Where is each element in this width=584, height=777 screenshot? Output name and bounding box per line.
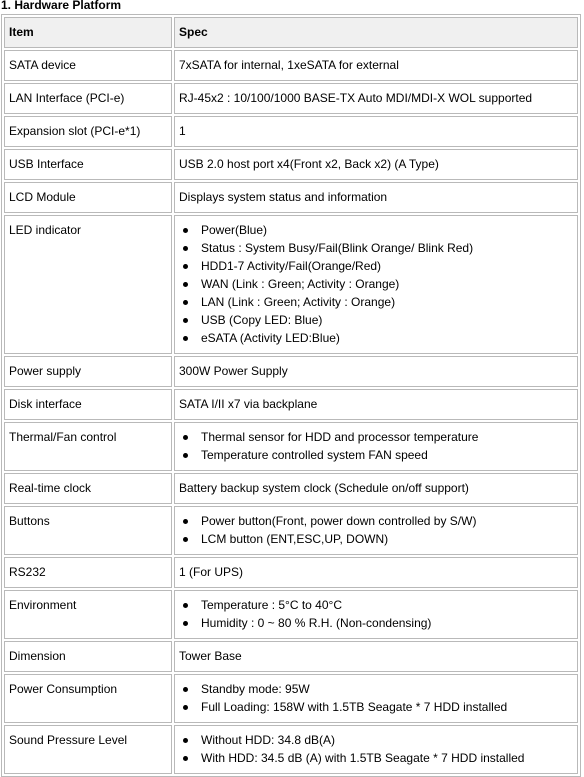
item-cell: USB Interface bbox=[4, 149, 172, 180]
item-cell: Expansion slot (PCI-e*1) bbox=[4, 116, 172, 147]
spec-cell: RJ-45x2 : 10/100/1000 BASE-TX Auto MDI/MDI-X WOL supported bbox=[174, 83, 578, 114]
spec-bullet-list bbox=[179, 512, 572, 548]
table-row bbox=[4, 50, 578, 81]
table-row bbox=[4, 473, 578, 504]
table-row bbox=[4, 557, 578, 588]
table-row bbox=[4, 389, 578, 420]
table-body bbox=[4, 50, 578, 774]
list-item: HDD1-7 Activity/Fail(Orange/Red) bbox=[179, 257, 572, 275]
spec-cell: 1 (For UPS) bbox=[174, 557, 578, 588]
list-item: Temperature : 5°C to 40°C bbox=[179, 596, 572, 614]
item-cell: LCD Module bbox=[4, 182, 172, 213]
list-item: WAN (Link : Green; Activity : Orange) bbox=[179, 275, 572, 293]
table-row bbox=[4, 356, 578, 387]
spec-bullet-list bbox=[179, 221, 572, 347]
spec-cell: Battery backup system clock (Schedule on/off support) bbox=[174, 473, 578, 504]
spec-cell: Tower Base bbox=[174, 641, 578, 672]
hardware-spec-table bbox=[1, 14, 581, 777]
item-cell: LAN Interface (PCI-e) bbox=[4, 83, 172, 114]
list-item: USB (Copy LED: Blue) bbox=[179, 311, 572, 329]
table-row bbox=[4, 641, 578, 672]
list-item: Humidity : 0 ~ 80 % R.H. (Non-condensing) bbox=[179, 614, 572, 632]
list-item: With HDD: 34.5 dB (A) with 1.5TB Seagate * 7 HDD installed bbox=[179, 749, 572, 767]
table-row bbox=[4, 116, 578, 147]
list-item: Power button(Front, power down controlled by S/W) bbox=[179, 512, 572, 530]
spec-cell bbox=[174, 506, 578, 555]
table-row bbox=[4, 182, 578, 213]
table-row bbox=[4, 149, 578, 180]
list-item: Without HDD: 34.8 dB(A) bbox=[179, 731, 572, 749]
item-cell: Power supply bbox=[4, 356, 172, 387]
table-row bbox=[4, 674, 578, 723]
spec-bullet-list bbox=[179, 428, 572, 464]
list-item: Status : System Busy/Fail(Blink Orange/ Blink Red) bbox=[179, 239, 572, 257]
list-item: Standby mode: 95W bbox=[179, 680, 572, 698]
list-item: Full Loading: 158W with 1.5TB Seagate * 7 HDD installed bbox=[179, 698, 572, 716]
spec-cell bbox=[174, 422, 578, 471]
spec-cell bbox=[174, 725, 578, 774]
spec-cell: SATA I/II x7 via backplane bbox=[174, 389, 578, 420]
item-cell: Buttons bbox=[4, 506, 172, 555]
spec-cell: Displays system status and information bbox=[174, 182, 578, 213]
table-row bbox=[4, 725, 578, 774]
table-row bbox=[4, 215, 578, 354]
table-row bbox=[4, 83, 578, 114]
spec-cell bbox=[174, 590, 578, 639]
table-header-row bbox=[4, 17, 578, 48]
table-row bbox=[4, 506, 578, 555]
item-cell: LED indicator bbox=[4, 215, 172, 354]
item-cell: Dimension bbox=[4, 641, 172, 672]
spec-bullet-list bbox=[179, 680, 572, 716]
item-cell: Disk interface bbox=[4, 389, 172, 420]
section-title: 1. Hardware Platform bbox=[1, 0, 122, 12]
item-cell: Power Consumption bbox=[4, 674, 172, 723]
spec-bullet-list bbox=[179, 731, 572, 767]
table-row bbox=[4, 590, 578, 639]
list-item: LAN (Link : Green; Activity : Orange) bbox=[179, 293, 572, 311]
spec-cell: USB 2.0 host port x4(Front x2, Back x2) (A Type) bbox=[174, 149, 578, 180]
header-item: Item bbox=[4, 17, 172, 48]
list-item: LCM button (ENT,ESC,UP, DOWN) bbox=[179, 530, 572, 548]
item-cell: Environment bbox=[4, 590, 172, 639]
list-item: eSATA (Activity LED:Blue) bbox=[179, 329, 572, 347]
spec-cell: 1 bbox=[174, 116, 578, 147]
list-item: Temperature controlled system FAN speed bbox=[179, 446, 572, 464]
item-cell: Thermal/Fan control bbox=[4, 422, 172, 471]
spec-bullet-list bbox=[179, 596, 572, 632]
table-row bbox=[4, 422, 578, 471]
item-cell: Sound Pressure Level bbox=[4, 725, 172, 774]
item-cell: SATA device bbox=[4, 50, 172, 81]
spec-cell bbox=[174, 215, 578, 354]
spec-cell: 300W Power Supply bbox=[174, 356, 578, 387]
spec-cell: 7xSATA for internal, 1xeSATA for external bbox=[174, 50, 578, 81]
list-item: Power(Blue) bbox=[179, 221, 572, 239]
spec-cell bbox=[174, 674, 578, 723]
header-spec: Spec bbox=[174, 17, 578, 48]
list-item: Thermal sensor for HDD and processor temperature bbox=[179, 428, 572, 446]
item-cell: Real-time clock bbox=[4, 473, 172, 504]
item-cell: RS232 bbox=[4, 557, 172, 588]
